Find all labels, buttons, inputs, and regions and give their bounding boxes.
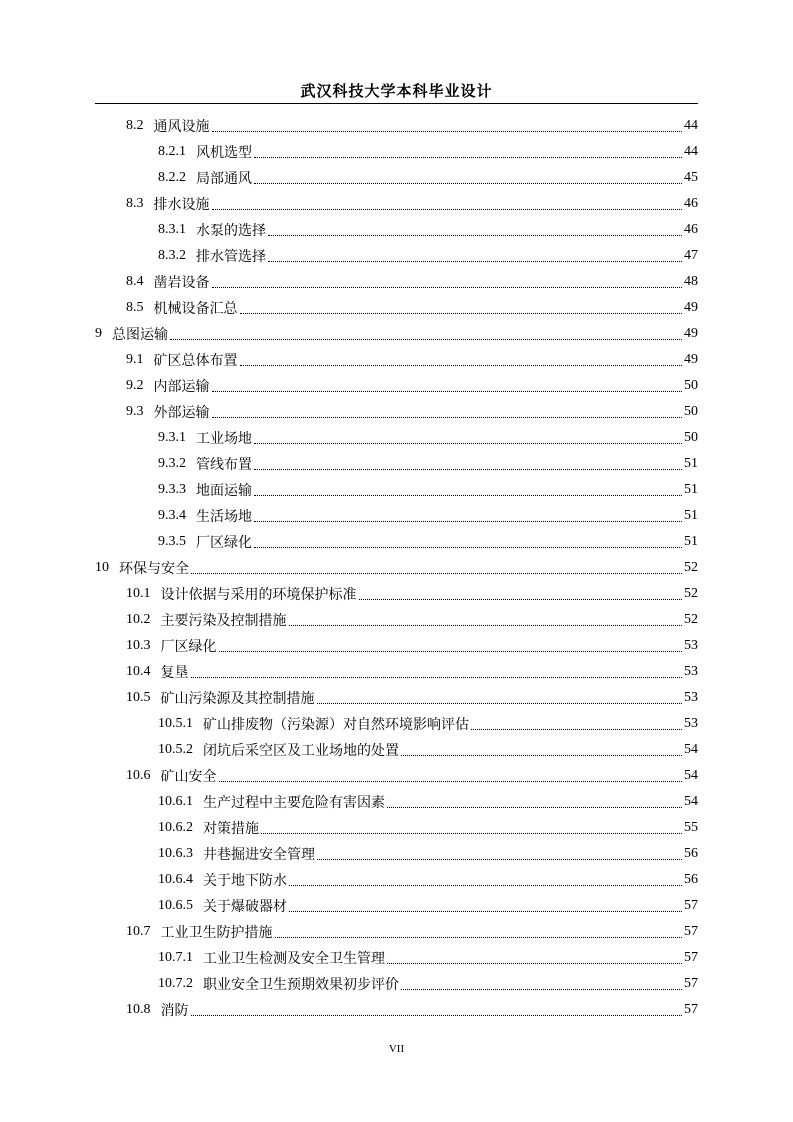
toc-entry-number: 9.1 [126,352,144,367]
toc-entry[interactable] [95,815,698,841]
toc-entry-page: 52 [684,560,698,575]
toc-entry-number: 9.3.2 [158,456,186,471]
toc-entry-page: 56 [684,872,698,887]
dot-leader [212,209,683,210]
toc-entry-page: 49 [684,352,698,367]
dot-leader [219,651,683,652]
toc-entry[interactable] [95,477,698,503]
toc-entry[interactable] [95,217,698,243]
table-of-contents [95,113,698,1023]
toc-entry-page: 53 [684,716,698,731]
dot-leader [275,937,683,938]
toc-entry-page: 51 [684,508,698,523]
toc-entry-page: 47 [684,248,698,263]
dot-leader [471,729,682,730]
toc-entry[interactable] [95,139,698,165]
dot-leader [254,495,682,496]
toc-entry-number: 8.3.2 [158,248,186,263]
toc-entry-title: 职业安全卫生预期效果初步评价 [203,977,399,993]
toc-entry-number: 9 [95,326,102,341]
toc-entry-number: 10.6.2 [158,820,193,835]
toc-entry-title: 凿岩设备 [153,275,210,291]
toc-entry[interactable] [95,321,698,347]
dot-leader [191,677,683,678]
dot-leader [317,859,682,860]
dot-leader [240,313,683,314]
dot-leader [170,339,682,340]
toc-entry-title: 管线布置 [196,457,252,473]
toc-entry-page: 51 [684,456,698,471]
toc-entry-page: 44 [684,144,698,159]
toc-entry-page: 48 [684,274,698,289]
toc-entry[interactable] [95,919,698,945]
toc-entry-title: 环保与安全 [119,561,189,577]
toc-entry-number: 9.3.5 [158,534,186,549]
dot-leader [289,911,682,912]
toc-entry-number: 10.8 [126,1002,151,1017]
toc-entry-title: 矿山排废物（污染源）对自然环境影响评估 [203,717,469,733]
toc-entry[interactable] [95,711,698,737]
dot-leader [240,365,683,366]
toc-entry-title: 闭坑后采空区及工业场地的处置 [203,743,399,759]
dot-leader [219,781,683,782]
toc-entry-title: 关于爆破器材 [203,899,287,915]
toc-entry-page: 45 [684,170,698,185]
toc-entry-page: 56 [684,846,698,861]
toc-entry[interactable] [95,789,698,815]
toc-entry-page: 57 [684,898,698,913]
toc-entry-number: 8.3.1 [158,222,186,237]
dot-leader [191,1015,683,1016]
toc-entry-number: 10.5.2 [158,742,193,757]
toc-entry-title: 排水管选择 [196,249,266,265]
toc-entry-title: 设计依据与采用的环境保护标准 [160,587,357,603]
toc-entry-title: 工业场地 [196,431,252,447]
toc-entry-title: 排水设施 [153,197,210,213]
toc-entry-number: 9.2 [126,378,144,393]
toc-entry-number: 10.3 [126,638,151,653]
dot-leader [401,989,682,990]
toc-entry-title: 矿区总体布置 [153,353,238,369]
dot-leader [254,183,682,184]
toc-entry-page: 53 [684,664,698,679]
toc-entry[interactable] [95,633,698,659]
dot-leader [254,469,682,470]
toc-entry[interactable] [95,503,698,529]
toc-entry-number: 10.4 [126,664,151,679]
toc-entry-page: 53 [684,638,698,653]
toc-entry-title: 主要污染及控制措施 [160,613,287,629]
toc-entry-number: 10.7.2 [158,976,193,991]
toc-entry-number: 10.7 [126,924,151,939]
dot-leader [268,235,682,236]
toc-entry-page: 52 [684,586,698,601]
toc-entry-number: 9.3 [126,404,144,419]
toc-entry-number: 9.3.3 [158,482,186,497]
toc-entry-page: 57 [684,1002,698,1017]
toc-entry-number: 10 [95,560,109,575]
dot-leader [387,807,682,808]
toc-entry-page: 54 [684,742,698,757]
toc-entry-page: 57 [684,924,698,939]
dot-leader [212,391,683,392]
dot-leader [261,833,682,834]
toc-entry[interactable] [95,971,698,997]
toc-entry-page: 57 [684,976,698,991]
toc-entry[interactable] [95,191,698,217]
toc-entry-title: 机械设备汇总 [153,301,238,317]
toc-entry-title: 消防 [160,1003,189,1019]
toc-entry-number: 10.6 [126,768,151,783]
toc-entry-number: 10.6.5 [158,898,193,913]
toc-entry[interactable] [95,607,698,633]
toc-entry-number: 10.6.1 [158,794,193,809]
toc-entry-title: 水泵的选择 [196,223,266,239]
toc-entry-title: 复垦 [160,665,189,681]
toc-entry-number: 10.5.1 [158,716,193,731]
toc-entry-page: 46 [684,222,698,237]
toc-entry[interactable] [95,945,698,971]
toc-entry[interactable] [95,451,698,477]
toc-entry[interactable] [95,425,698,451]
toc-entry-title: 生活场地 [196,509,252,525]
dot-leader [401,755,682,756]
toc-entry[interactable] [95,737,698,763]
toc-entry-number: 8.2.1 [158,144,186,159]
toc-entry-title: 关于地下防水 [203,873,287,889]
dot-leader [254,547,682,548]
toc-entry[interactable] [95,581,698,607]
toc-entry-number: 8.4 [126,274,144,289]
toc-entry[interactable] [95,685,698,711]
toc-entry-page: 52 [684,612,698,627]
toc-entry-title: 地面运输 [196,483,252,499]
toc-entry-page: 49 [684,326,698,341]
toc-entry-page: 49 [684,300,698,315]
toc-entry-title: 矿山污染源及其控制措施 [160,691,315,707]
toc-entry[interactable] [95,373,698,399]
running-header: 武汉科技大学本科毕业设计 [300,82,493,100]
toc-entry-number: 8.5 [126,300,144,315]
toc-entry-title: 工业卫生检测及安全卫生管理 [203,951,385,967]
toc-entry-page: 57 [684,950,698,965]
toc-entry-page: 50 [684,430,698,445]
toc-entry-number: 10.1 [126,586,151,601]
toc-entry[interactable] [95,867,698,893]
dot-leader [212,131,683,132]
toc-entry-page: 51 [684,482,698,497]
toc-entry-title: 外部运输 [153,405,210,421]
toc-entry[interactable] [95,269,698,295]
toc-entry-number: 10.6.4 [158,872,193,887]
toc-entry-page: 51 [684,534,698,549]
toc-entry-title: 工业卫生防护措施 [160,925,273,941]
toc-entry[interactable] [95,763,698,789]
toc-entry-title: 内部运输 [153,379,210,395]
toc-entry-number: 10.7.1 [158,950,193,965]
toc-entry[interactable] [95,243,698,269]
toc-entry-title: 对策措施 [203,821,259,837]
dot-leader [191,573,682,574]
toc-entry-title: 风机选型 [196,145,252,161]
toc-entry-title: 厂区绿化 [196,535,252,551]
toc-entry-title: 矿山安全 [160,769,217,785]
toc-entry-title: 生产过程中主要危险有害因素 [203,795,385,811]
dot-leader [254,521,682,522]
toc-entry-page: 50 [684,378,698,393]
dot-leader [254,157,682,158]
toc-entry-page: 54 [684,768,698,783]
toc-entry[interactable] [95,347,698,373]
toc-entry-page: 55 [684,820,698,835]
toc-entry[interactable] [95,997,698,1023]
toc-entry[interactable] [95,295,698,321]
toc-entry-page: 50 [684,404,698,419]
toc-entry[interactable] [95,555,698,581]
toc-entry-page: 54 [684,794,698,809]
dot-leader [387,963,682,964]
toc-entry[interactable] [95,113,698,139]
dot-leader [212,287,683,288]
dot-leader [289,885,682,886]
header-divider [95,103,698,104]
toc-entry-title: 总图运输 [112,327,168,343]
toc-entry-title: 局部通风 [196,171,252,187]
dot-leader [289,625,683,626]
toc-entry-number: 9.3.1 [158,430,186,445]
toc-entry[interactable] [95,841,698,867]
toc-entry-title: 通风设施 [153,119,210,135]
toc-entry-number: 10.2 [126,612,151,627]
dot-leader [268,261,682,262]
dot-leader [254,443,682,444]
toc-entry-number: 8.3 [126,196,144,211]
toc-entry-number: 10.5 [126,690,151,705]
toc-entry-title: 井巷掘进安全管理 [203,847,315,863]
toc-entry[interactable] [95,165,698,191]
dot-leader [212,417,683,418]
toc-entry-page: 44 [684,118,698,133]
toc-entry[interactable] [95,529,698,555]
toc-entry-number: 8.2 [126,118,144,133]
toc-entry-title: 厂区绿化 [160,639,217,655]
toc-entry-number: 10.6.3 [158,846,193,861]
toc-entry[interactable] [95,893,698,919]
toc-entry-number: 8.2.2 [158,170,186,185]
dot-leader [359,599,683,600]
toc-entry-page: 53 [684,690,698,705]
toc-entry[interactable] [95,399,698,425]
dot-leader [317,703,683,704]
toc-entry-number: 9.3.4 [158,508,186,523]
toc-entry-page: 46 [684,196,698,211]
toc-entry[interactable] [95,659,698,685]
page-number: VII [388,1043,405,1055]
